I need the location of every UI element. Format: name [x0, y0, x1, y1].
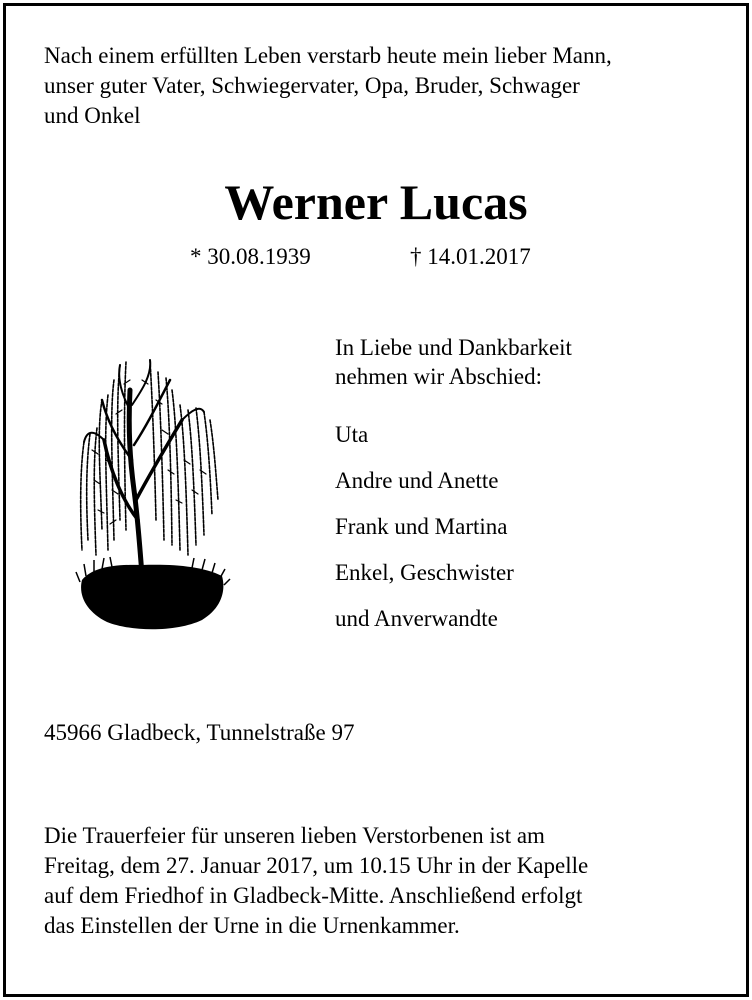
birth-date: * 30.08.1939	[190, 244, 311, 269]
intro-text	[44, 41, 714, 131]
intro-line: Nach einem erfüllten Leben verstarb heute mein lieber Mann,	[44, 43, 612, 68]
ceremony-text	[44, 821, 734, 941]
weeping-willow-tree-icon	[72, 350, 232, 640]
mourner-name: und Anverwandte	[335, 606, 498, 631]
mourners-list	[335, 420, 514, 650]
farewell-line: In Liebe und Dankbarkeit	[335, 335, 572, 360]
mourner-name: Andre und Anette	[335, 468, 499, 493]
intro-line: unser guter Vater, Schwiegervater, Opa, Bruder, Schwager	[44, 73, 580, 98]
ceremony-line: Freitag, dem 27. Januar 2017, um 10.15 Uhr in der Kapelle	[44, 853, 589, 878]
farewell-line: nehmen wir Abschied:	[335, 364, 542, 389]
farewell-text	[335, 333, 572, 391]
mourner-name: Uta	[335, 422, 369, 447]
deceased-name: Werner Lucas	[224, 174, 528, 230]
ceremony-line: auf dem Friedhof in Gladbeck-Mitte. Anschließend erfolgt	[44, 883, 583, 908]
address: 45966 Gladbeck, Tunnelstraße 97	[44, 720, 355, 745]
mourner-name: Enkel, Geschwister	[335, 560, 514, 585]
intro-line: und Onkel	[44, 103, 141, 128]
ceremony-line: das Einstellen der Urne in die Urnenkammer.	[44, 913, 460, 938]
death-date: † 14.01.2017	[410, 244, 531, 269]
ceremony-line: Die Trauerfeier für unseren lieben Verstorbenen ist am	[44, 823, 545, 848]
mourner-name: Frank und Martina	[335, 514, 508, 539]
